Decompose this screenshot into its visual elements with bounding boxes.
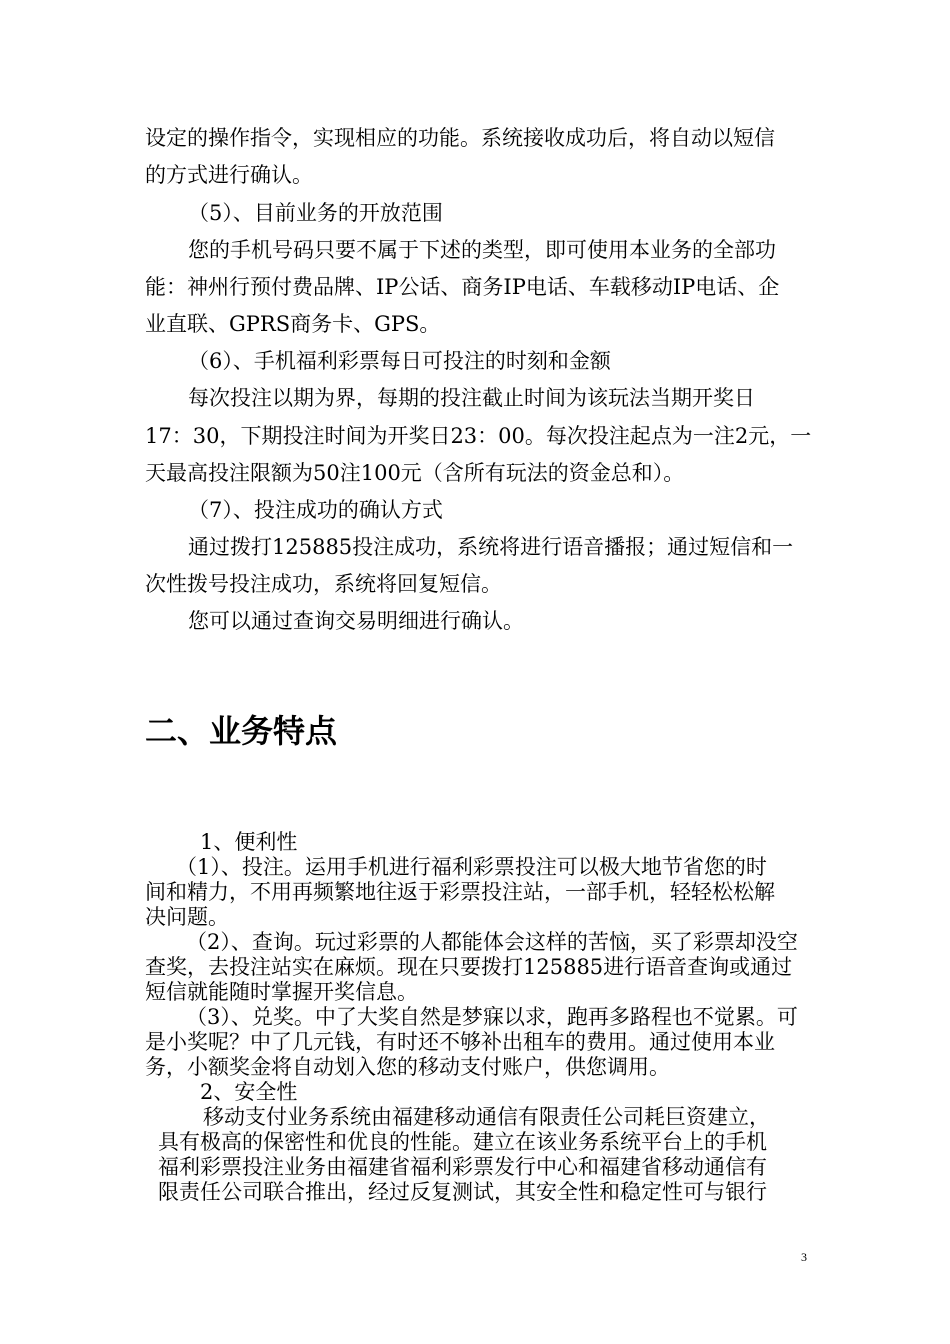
text-line: 限责任公司联合推出，经过反复测试，其安全性和稳定性可与银行 <box>158 1180 767 1204</box>
text-line: 的方式进行确认。 <box>145 163 313 187</box>
text-line: 福利彩票投注业务由福建省福利彩票发行中心和福建省移动通信有 <box>158 1155 767 1179</box>
text-line: 次性拨号投注成功，系统将回复短信。 <box>145 572 502 596</box>
text-line: 具有极高的保密性和优良的性能。建立在该业务系统平台上的手机 <box>158 1130 767 1154</box>
item-title: （7）、投注成功的确认方式 <box>188 498 443 522</box>
text-line: 您的手机号码只要不属于下述的类型，即可使用本业务的全部功 <box>188 238 776 262</box>
text-line: （2）、查询。玩过彩票的人都能体会这样的苦恼，买了彩票却没空 <box>186 930 798 954</box>
text-line: 决问题。 <box>145 905 229 929</box>
subheading: 1、便利性 <box>200 830 298 854</box>
text-line: 业直联、GPRS商务卡、GPS。 <box>145 312 441 336</box>
text-line: 设定的操作指令，实现相应的功能。系统接收成功后，将自动以短信 <box>145 126 775 150</box>
text-line: 是小奖呢？中了几元钱，有时还不够补出租车的费用。通过使用本业 <box>145 1030 775 1054</box>
section-heading: 二、业务特点 <box>145 712 338 750</box>
text-line: 移动支付业务系统由福建移动通信有限责任公司耗巨资建立， <box>203 1105 770 1129</box>
text-line: 能：神州行预付费品牌、IP公话、商务IP电话、车载移动IP电话、企 <box>145 275 780 299</box>
text-line: 务，小额奖金将自动划入您的移动支付账户，供您调用。 <box>145 1055 670 1079</box>
text-line: （1）、投注。运用手机进行福利彩票投注可以极大地节省您的时 <box>176 855 767 879</box>
item-title: （5）、目前业务的开放范围 <box>188 201 443 225</box>
text-line: 您可以通过查询交易明细进行确认。 <box>188 609 524 633</box>
text-line: 17：30，下期投注时间为开奖日23：00。每次投注起点为一注2元，一 <box>145 424 812 448</box>
page-number: 3 <box>801 1250 807 1264</box>
text-line: 间和精力，不用再频繁地往返于彩票投注站，一部手机，轻轻松松解 <box>145 880 775 904</box>
text-line: 每次投注以期为界，每期的投注截止时间为该玩法当期开奖日 <box>188 386 755 410</box>
text-line: 查奖，去投注站实在麻烦。现在只要拨打125885进行语音查询或通过 <box>145 955 793 979</box>
subheading: 2、安全性 <box>200 1080 298 1104</box>
item-title: （6）、手机福利彩票每日可投注的时刻和金额 <box>188 349 611 373</box>
text-line: （3）、兑奖。中了大奖自然是梦寐以求，跑再多路程也不觉累。可 <box>186 1005 798 1029</box>
text-line: 短信就能随时掌握开奖信息。 <box>145 980 418 1004</box>
text-line: 通过拨打125885投注成功，系统将进行语音播报；通过短信和一 <box>188 535 794 559</box>
text-line: 天最高投注限额为50注100元（含所有玩法的资金总和）。 <box>145 461 685 485</box>
